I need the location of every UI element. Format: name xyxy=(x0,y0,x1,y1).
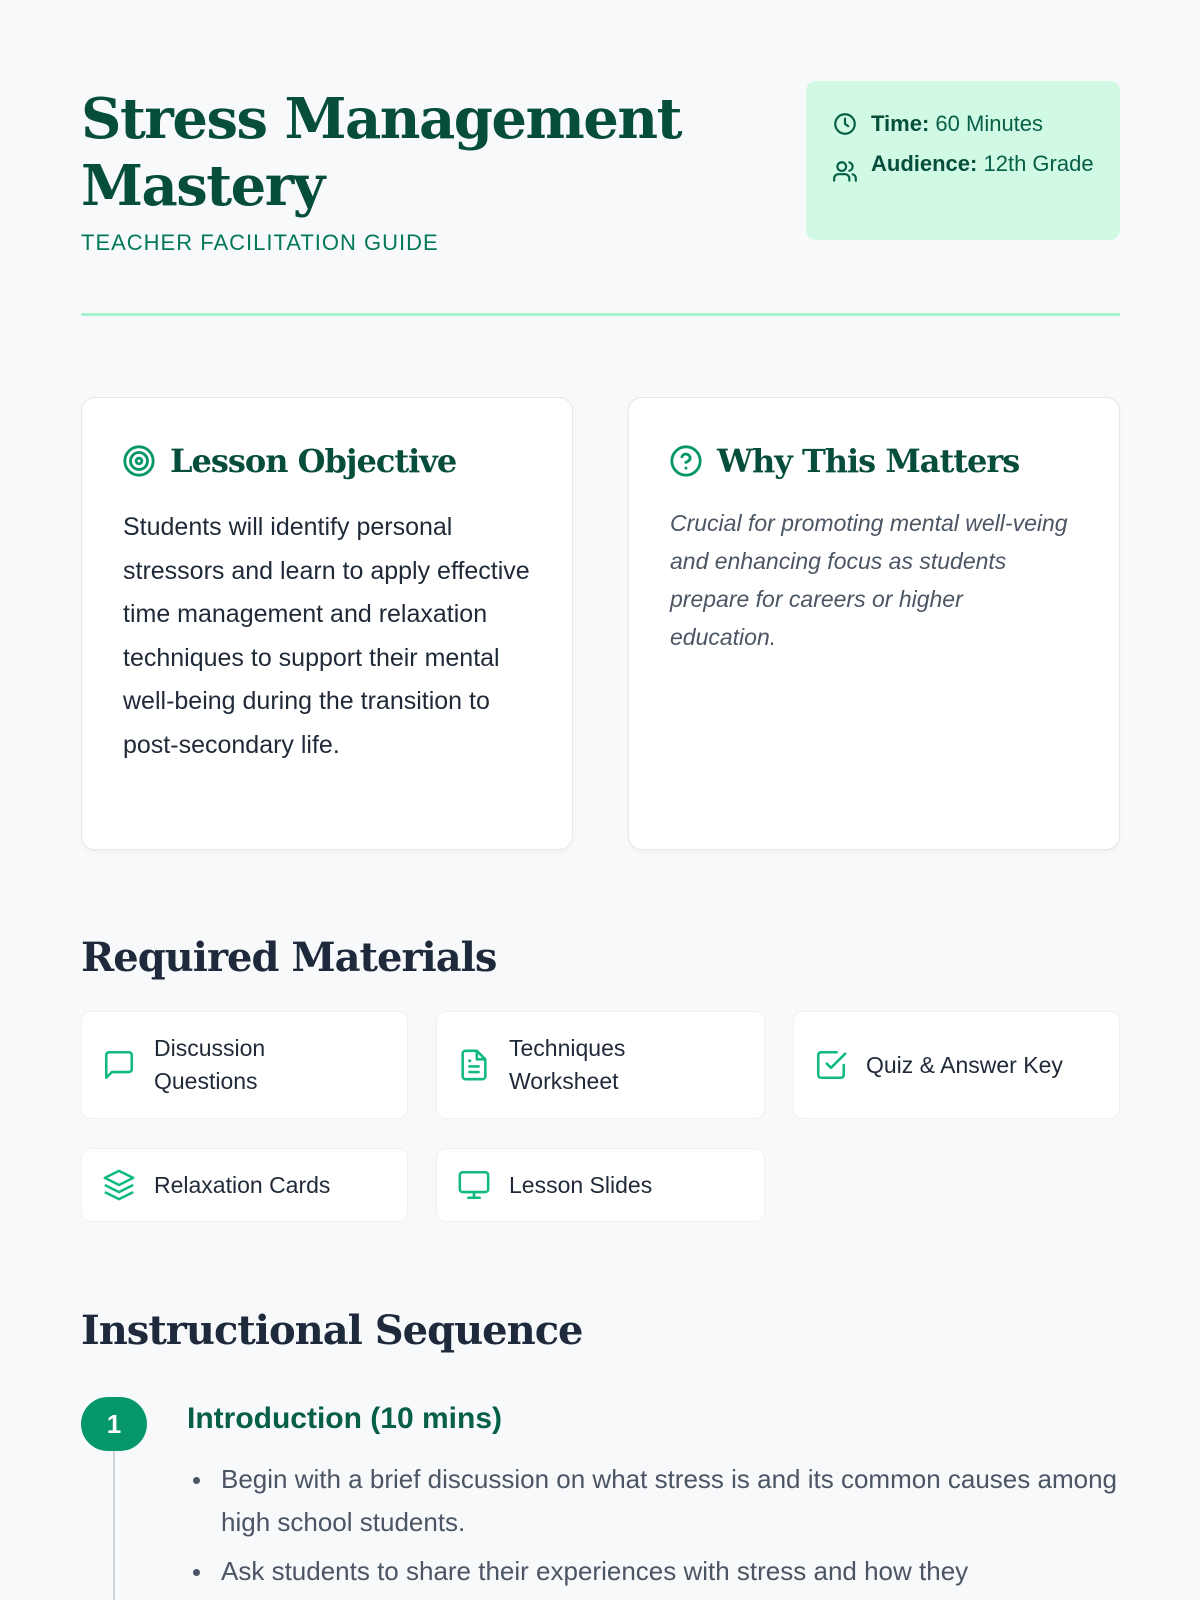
page-title: Stress Management Mastery xyxy=(81,86,682,219)
material-label: Relaxation Cards xyxy=(154,1171,331,1198)
audience-row xyxy=(832,147,1096,185)
audience-value: 12th Grade xyxy=(983,151,1094,176)
timeline-line xyxy=(113,1440,115,1600)
step-number-badge: 1 xyxy=(81,1397,147,1451)
time-value: 60 Minutes xyxy=(935,111,1044,136)
list-item: Ask students to share their experiences with stress and how they xyxy=(221,1550,1121,1593)
why-text: Crucial for promoting mental well-veing and enhancing focus as students prepare for careers or higher education. xyxy=(670,510,1068,650)
time-row xyxy=(832,107,1096,140)
lesson-meta-box xyxy=(806,81,1120,240)
lesson-plan-page xyxy=(81,0,1120,1586)
clock-icon xyxy=(832,111,858,137)
time-label: Time: xyxy=(871,111,930,136)
materials-heading: Required Materials xyxy=(81,934,497,981)
objective-heading-text: Lesson Objective xyxy=(170,442,457,480)
objective-text: Students will identify personal stressors and learn to apply effective time management and relaxation techniques to support their mental well-being during the transition to post-secondary life. xyxy=(123,513,530,759)
page-subtitle: TEACHER FACILITATION GUIDE xyxy=(81,230,439,255)
monitor-icon xyxy=(457,1168,491,1202)
why-heading-text: Why This Matters xyxy=(717,442,1020,480)
intro-cards xyxy=(81,397,1120,850)
step-title: Introduction (10 mins) xyxy=(187,1402,502,1435)
check-square-icon xyxy=(814,1048,848,1082)
page-header xyxy=(81,0,1120,318)
objective-card xyxy=(81,397,573,850)
material-label: Quiz & Answer Key xyxy=(866,1051,1063,1078)
audience-label: Audience: xyxy=(871,151,978,176)
step-bullet-list xyxy=(221,1458,1121,1599)
target-icon xyxy=(122,444,156,478)
material-label: Discussion Questions xyxy=(154,1035,266,1094)
sequence-heading: Instructional Sequence xyxy=(81,1307,583,1354)
material-label: Techniques Worksheet xyxy=(509,1035,626,1094)
users-icon xyxy=(832,159,858,185)
objective-heading xyxy=(122,442,456,480)
file-text-icon xyxy=(457,1048,491,1082)
message-square-icon xyxy=(102,1048,136,1082)
layers-icon xyxy=(102,1168,136,1202)
material-discussion-questions xyxy=(81,1011,408,1119)
material-lesson-slides xyxy=(436,1148,765,1222)
material-label: Lesson Slides xyxy=(509,1171,653,1198)
material-relaxation-cards xyxy=(81,1148,408,1222)
why-heading xyxy=(669,442,1019,480)
list-item: Begin with a brief discussion on what stress is and its common causes among high school students. xyxy=(221,1458,1121,1544)
material-techniques-worksheet xyxy=(436,1011,765,1119)
material-quiz-answer-key xyxy=(793,1011,1120,1119)
why-card xyxy=(628,397,1120,850)
help-circle-icon xyxy=(669,444,703,478)
header-divider xyxy=(81,313,1120,316)
